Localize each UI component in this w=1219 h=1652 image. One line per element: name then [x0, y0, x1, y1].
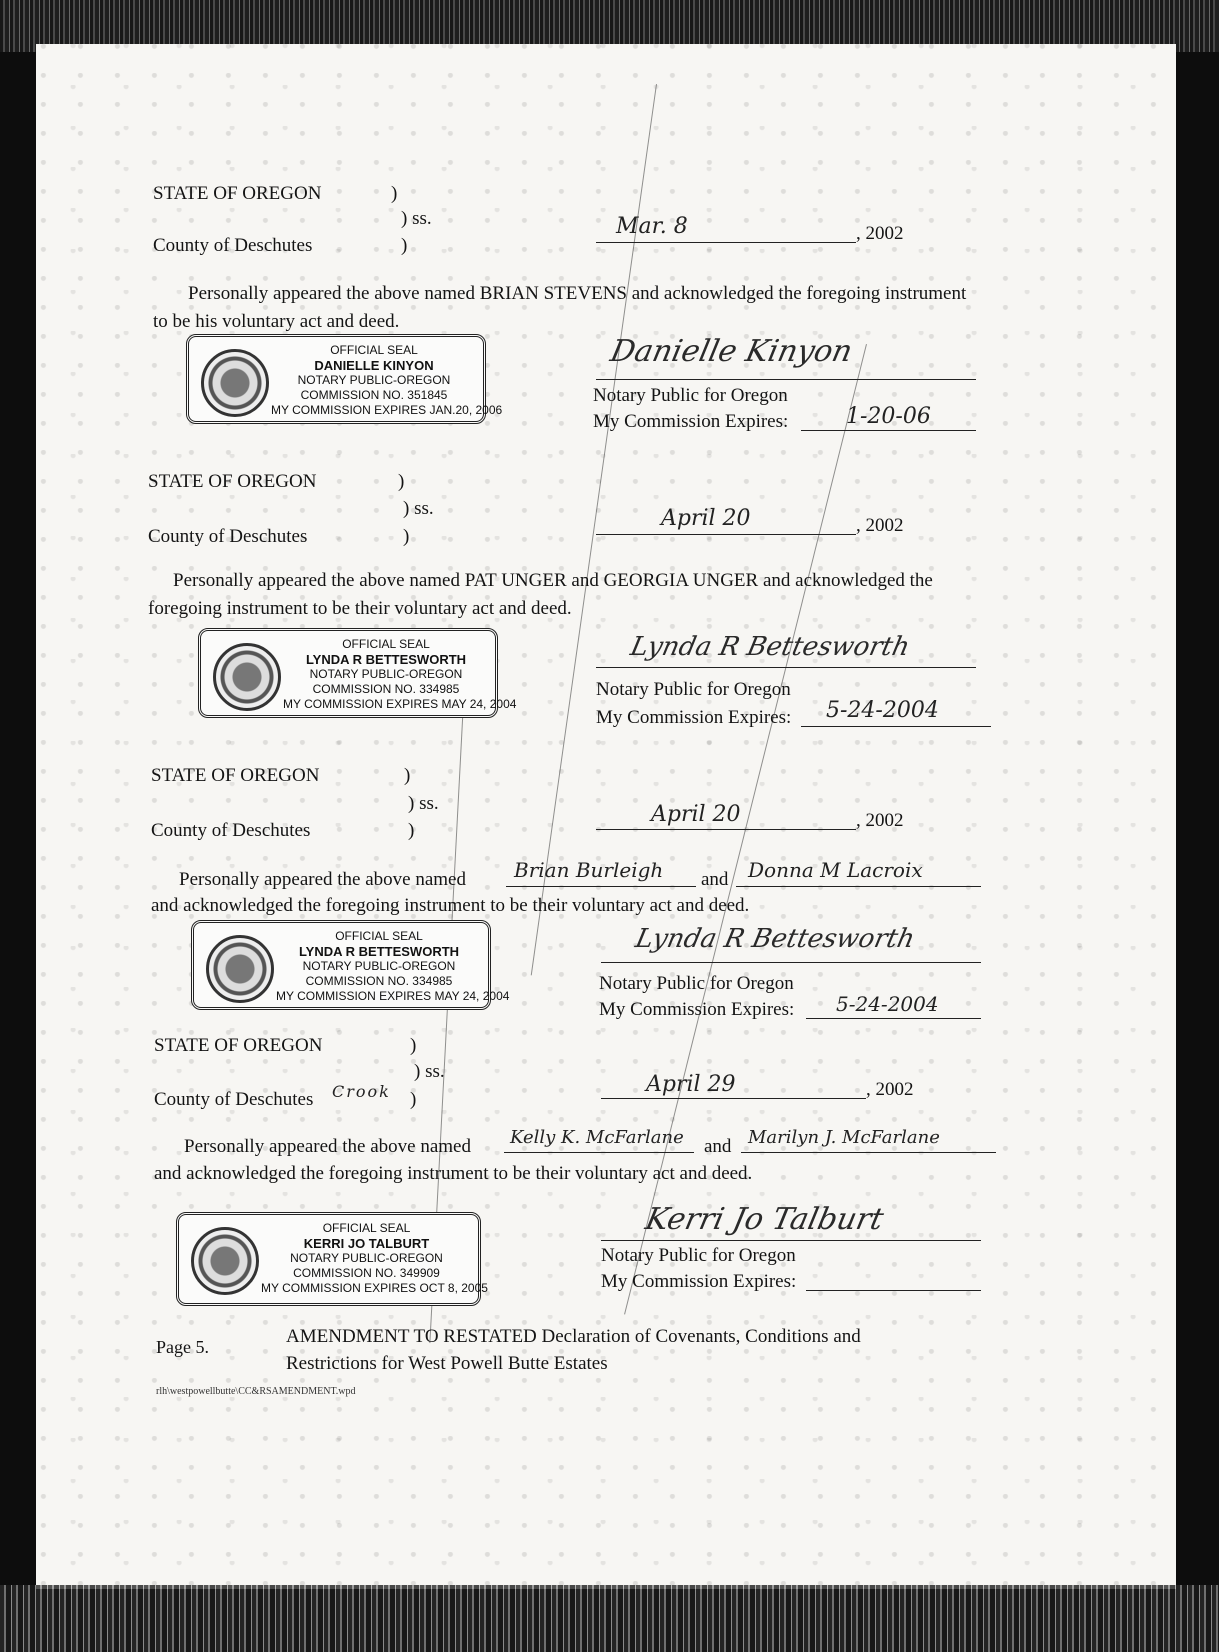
state-label: STATE OF OREGON [153, 183, 322, 204]
acknowledgement-text: and acknowledged the foregoing instrument to be their voluntary act and deed. [151, 895, 750, 916]
paren: ) [398, 471, 405, 492]
seal-line: COMMISSION NO. 349909 [293, 1266, 440, 1280]
acknowledgement-paragraph: Personally appeared the above named BRIAN STEVENS and acknowledged the foregoing instrument to be his voluntary act and deed. [153, 283, 967, 332]
notary-seal [186, 334, 503, 424]
year-label: , 2002 [856, 810, 904, 831]
county-label: County of Deschutes [148, 526, 308, 547]
seal-line: NOTARY PUBLIC-OREGON [309, 667, 463, 681]
paren: ) [401, 235, 408, 256]
expires-handwritten: 5-24-2004 [826, 698, 939, 723]
signature-line [601, 1240, 981, 1241]
seal-line: MY COMMISSION EXPIRES MAY 24, 2004 [276, 989, 510, 1003]
notary-seal [198, 628, 517, 718]
document-title: AMENDMENT TO RESTATED Declaration of Covenants, Conditions and [286, 1326, 861, 1347]
name-handwritten: Kelly K. McFarlane [510, 1127, 684, 1148]
county-label: County of Deschutes [154, 1089, 314, 1110]
name-handwritten: Brian Burleigh [514, 858, 664, 882]
seal-notary-name: LYNDA R BETTESWORTH [305, 652, 467, 667]
paren: ) [408, 820, 415, 841]
seal-line: COMMISSION NO. 334985 [312, 682, 460, 696]
paren: ) [391, 183, 398, 204]
seal-line: MY COMMISSION EXPIRES JAN.20, 2006 [271, 403, 503, 417]
and-label: and [701, 869, 729, 890]
page-number: Page 5. [156, 1337, 209, 1357]
county-label: County of Deschutes [151, 820, 311, 841]
name-line [506, 886, 696, 887]
name-handwritten: Donna M Lacroix [748, 858, 923, 882]
state-seal-emblem-icon [191, 1227, 259, 1295]
and-label: and [704, 1136, 732, 1157]
notary-public-label: Notary Public for Oregon [599, 973, 794, 994]
signature-line [601, 962, 981, 963]
paren: ) [410, 1089, 417, 1110]
expires-handwritten: 1-20-06 [846, 404, 931, 429]
expires-handwritten: 5-24-2004 [836, 992, 939, 1016]
date-line [596, 242, 856, 243]
expires-line [806, 1018, 981, 1019]
acknowledgement-text: Personally appeared the above named [184, 1136, 471, 1157]
commission-expires-label: My Commission Expires: [601, 1271, 797, 1292]
document-page [36, 44, 1176, 1589]
scan-noise-bottom [0, 1585, 1219, 1652]
seal-line: NOTARY PUBLIC-OREGON [302, 959, 456, 973]
name-line [504, 1152, 694, 1153]
acknowledgement-text: and acknowledged the foregoing instrument to be their voluntary act and deed. [154, 1163, 753, 1184]
notary-public-label: Notary Public for Oregon [596, 679, 791, 700]
date-handwritten: Mar. 8 [616, 214, 688, 239]
paren: ) [403, 526, 410, 547]
signature-line [596, 667, 976, 668]
commission-expires-label: My Commission Expires: [593, 411, 789, 432]
ss-label: ) ss. [401, 208, 432, 229]
file-path: rlh\westpowellbutte\CC&RSAMENDMENT.wpd [156, 1386, 356, 1397]
seal-line: COMMISSION NO. 334985 [305, 974, 453, 988]
state-seal-emblem-icon [213, 643, 281, 711]
state-label: STATE OF OREGON [151, 765, 320, 786]
county-label: County of Deschutes [153, 235, 313, 256]
notary-signature: Kerri Jo Talburt [642, 1202, 887, 1237]
seal-line: NOTARY PUBLIC-OREGON [290, 1251, 443, 1265]
county-handwritten: Crook [332, 1082, 391, 1101]
date-line [601, 1098, 866, 1099]
seal-line: COMMISSION NO. 351845 [300, 388, 448, 402]
date-line [596, 534, 856, 535]
ss-label: ) ss. [408, 793, 439, 814]
notary-public-label: Notary Public for Oregon [593, 385, 788, 406]
document-title: Restrictions for West Powell Butte Estates [286, 1353, 608, 1374]
signature-line [596, 379, 976, 380]
seal-line: OFFICIAL SEAL [330, 343, 418, 357]
seal-line: OFFICIAL SEAL [322, 1221, 411, 1235]
ss-label: ) ss. [403, 498, 434, 519]
name-line [741, 1152, 996, 1153]
acknowledgement-text: Personally appeared the above named [179, 869, 466, 890]
paren: ) [404, 765, 411, 786]
notary-seal [191, 920, 510, 1010]
date-line [596, 829, 856, 830]
seal-notary-name: LYNDA R BETTESWORTH [298, 944, 460, 959]
state-label: STATE OF OREGON [154, 1035, 323, 1056]
paren: ) [410, 1035, 417, 1056]
date-handwritten: April 20 [651, 802, 741, 827]
commission-expires-label: My Commission Expires: [599, 999, 795, 1020]
expires-line [806, 1290, 981, 1291]
notary-signature: Danielle Kinyon [607, 334, 856, 369]
expires-line [801, 430, 976, 431]
year-label: , 2002 [866, 1079, 914, 1100]
notary-seal [176, 1212, 488, 1306]
year-label: , 2002 [856, 515, 904, 536]
seal-line: OFFICIAL SEAL [342, 637, 430, 651]
commission-expires-label: My Commission Expires: [596, 707, 792, 728]
seal-notary-name: DANIELLE KINYON [314, 358, 434, 373]
seal-notary-name: KERRI JO TALBURT [303, 1236, 430, 1251]
date-handwritten: April 29 [646, 1072, 736, 1097]
state-label: STATE OF OREGON [148, 471, 317, 492]
name-handwritten: Marilyn J. McFarlane [748, 1127, 940, 1148]
seal-line: NOTARY PUBLIC-OREGON [297, 373, 451, 387]
notary-signature: Lynda R Bettesworth [632, 924, 918, 954]
year-label: , 2002 [856, 223, 904, 244]
state-seal-emblem-icon [206, 935, 274, 1003]
notary-public-label: Notary Public for Oregon [601, 1245, 796, 1266]
state-seal-emblem-icon [201, 349, 269, 417]
date-handwritten: April 20 [661, 506, 751, 531]
seal-line: OFFICIAL SEAL [335, 929, 423, 943]
notary-signature: Lynda R Bettesworth [627, 632, 913, 662]
ss-label: ) ss. [414, 1061, 445, 1082]
acknowledgement-paragraph: Personally appeared the above named PAT UNGER and GEORGIA UNGER and acknowledged the foregoing instrument to be their voluntary act and deed. [148, 570, 933, 619]
seal-line: MY COMMISSION EXPIRES OCT 8, 2005 [261, 1281, 488, 1295]
name-line [736, 886, 981, 887]
seal-line: MY COMMISSION EXPIRES MAY 24, 2004 [283, 697, 517, 711]
expires-line [801, 726, 991, 727]
